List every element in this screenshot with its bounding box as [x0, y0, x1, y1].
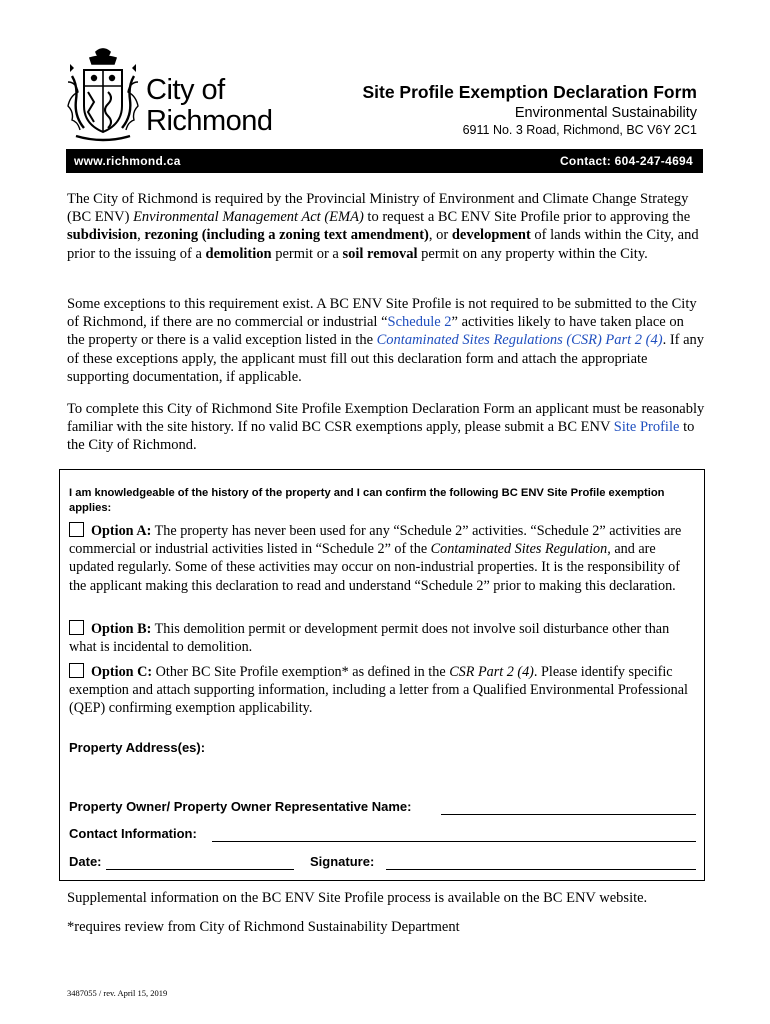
p2-text-1: Some exceptions to this requirement exist. A BC ENV Site Profile is not required to be submitted to the City of Richmond, if there are no commercial or industrial “: [67, 296, 697, 331]
document-revision: 3487055 / rev. April 15, 2019: [67, 988, 168, 998]
declaration-box: [59, 469, 705, 881]
city-crest-logo: [66, 46, 140, 144]
date-field[interactable]: [106, 855, 294, 870]
signature-field[interactable]: [386, 855, 696, 870]
p3-text-2: to the City of Richmond.: [67, 419, 695, 454]
option-c-text-2: . Please identify specific exemption and attach supporting information, including a letter from a Qualified Environmental Professional (QEP) confirming exemption applicability.: [69, 664, 688, 717]
p2-text-2: ” activities likely to have taken place on the property or there is a valid exception listed in the: [67, 314, 684, 349]
owner-name-label: Property Owner/ Property Owner Representative Name:: [69, 799, 412, 814]
bold-demolition: demolition: [205, 245, 272, 262]
p2-text-3: . If any of these exceptions apply, the applicant must fill out this declaration form and attach the appropriate supporting documentation, if applicable.: [67, 332, 705, 385]
site-profile-link[interactable]: Site Profile: [613, 419, 680, 436]
option-c-label: Option C:: [91, 664, 153, 680]
form-title: Site Profile Exemption Declaration Form: [362, 82, 697, 102]
bold-subdivision: subdivision: [67, 227, 138, 244]
option-a-italic: Contaminated Sites Regulation: [430, 541, 608, 558]
intro-paragraph-2: [67, 295, 705, 386]
contact-phone: Contact: 604-247-4694: [559, 154, 693, 168]
intro-paragraph-1: [67, 190, 705, 263]
option-c-italic: CSR Part 2 (4): [449, 664, 534, 680]
declaration-lead: I am knowledgeable of the history of the property and I can confirm the following BC ENV Site Profile exemption applies:: [69, 487, 665, 514]
department-name: Environmental Sustainability: [514, 105, 697, 121]
bold-development: development: [451, 227, 531, 244]
p1-text-5: of lands within the City, and prior to the issuing of a: [67, 227, 699, 262]
option-b-label: Option B:: [91, 621, 152, 637]
p1-text-6: permit or a: [271, 245, 343, 262]
date-label: Date:: [69, 854, 102, 869]
bold-rezoning: rezoning (including a zoning text amendment): [144, 227, 429, 244]
contact-info-field[interactable]: [212, 827, 696, 842]
option-a-text-2: , and are updated regularly. Some of these activities may occur on non-industrial properties. It is the responsibility of the applicant making this declaration to read and understand “Schedule 2” prior to making this declaration.: [69, 541, 680, 594]
supplemental-info: Supplemental information on the BC ENV Site Profile process is available on the BC ENV website.: [67, 890, 648, 906]
owner-name-field[interactable]: [441, 800, 696, 815]
contact-info-label: Contact Information:: [69, 826, 197, 841]
option-c: [69, 663, 697, 718]
option-a-checkbox[interactable]: [69, 522, 84, 537]
contact-bar: [66, 149, 703, 173]
ema-act-title: Environmental Management Act (EMA): [133, 209, 364, 226]
option-a-label: Option A:: [91, 523, 152, 539]
option-b-checkbox[interactable]: [69, 620, 84, 635]
p1-text-3: ,: [137, 227, 145, 244]
schedule-2-link[interactable]: Schedule 2: [387, 314, 452, 331]
option-b-text-1: This demolition permit or development permit does not involve soil disturbance other than what is incidental to demolition.: [69, 621, 670, 656]
option-a: [69, 522, 697, 595]
logo-line-2: Richmond: [146, 105, 273, 137]
option-b: [69, 620, 697, 656]
office-address: 6911 No. 3 Road, Richmond, BC V6Y 2C1: [462, 123, 697, 137]
website-link[interactable]: www.richmond.ca: [74, 154, 181, 168]
csr-part-2-link[interactable]: Contaminated Sites Regulations (CSR) Part 2 (4): [376, 332, 663, 349]
option-c-checkbox[interactable]: [69, 663, 84, 678]
city-of-richmond-wordmark: [146, 75, 273, 137]
option-c-text-1: Other BC Site Profile exemption* as defined in the: [152, 664, 450, 680]
signature-label: Signature:: [310, 854, 375, 869]
page-header: [0, 0, 770, 150]
review-note: *requires review from City of Richmond Sustainability Department: [67, 919, 460, 935]
property-address-label: Property Address(es):: [69, 740, 206, 755]
p1-text-2: to request a BC ENV Site Profile prior to approving the: [363, 209, 691, 226]
p3-text-1: To complete this City of Richmond Site Profile Exemption Declaration Form an applicant must be reasonably familiar with the site history. If no valid BC CSR exemptions apply, please submit a BC ENV: [67, 401, 705, 436]
p1-text-4: , or: [428, 227, 452, 244]
option-a-text-1: The property has never been used for any “Schedule 2” activities. “Schedule 2” activities are commercial or industrial activities listed in “Schedule 2” of the: [69, 523, 682, 558]
p1-text-7: permit on any property within the City.: [417, 245, 648, 262]
p1-text-1: The City of Richmond is required by the Provincial Ministry of Environment and Climate Change Strategy (BC ENV): [67, 191, 689, 226]
intro-paragraph-3: [67, 400, 705, 455]
logo-line-1: City of: [146, 74, 225, 106]
bold-soil-removal: soil removal: [342, 245, 418, 262]
